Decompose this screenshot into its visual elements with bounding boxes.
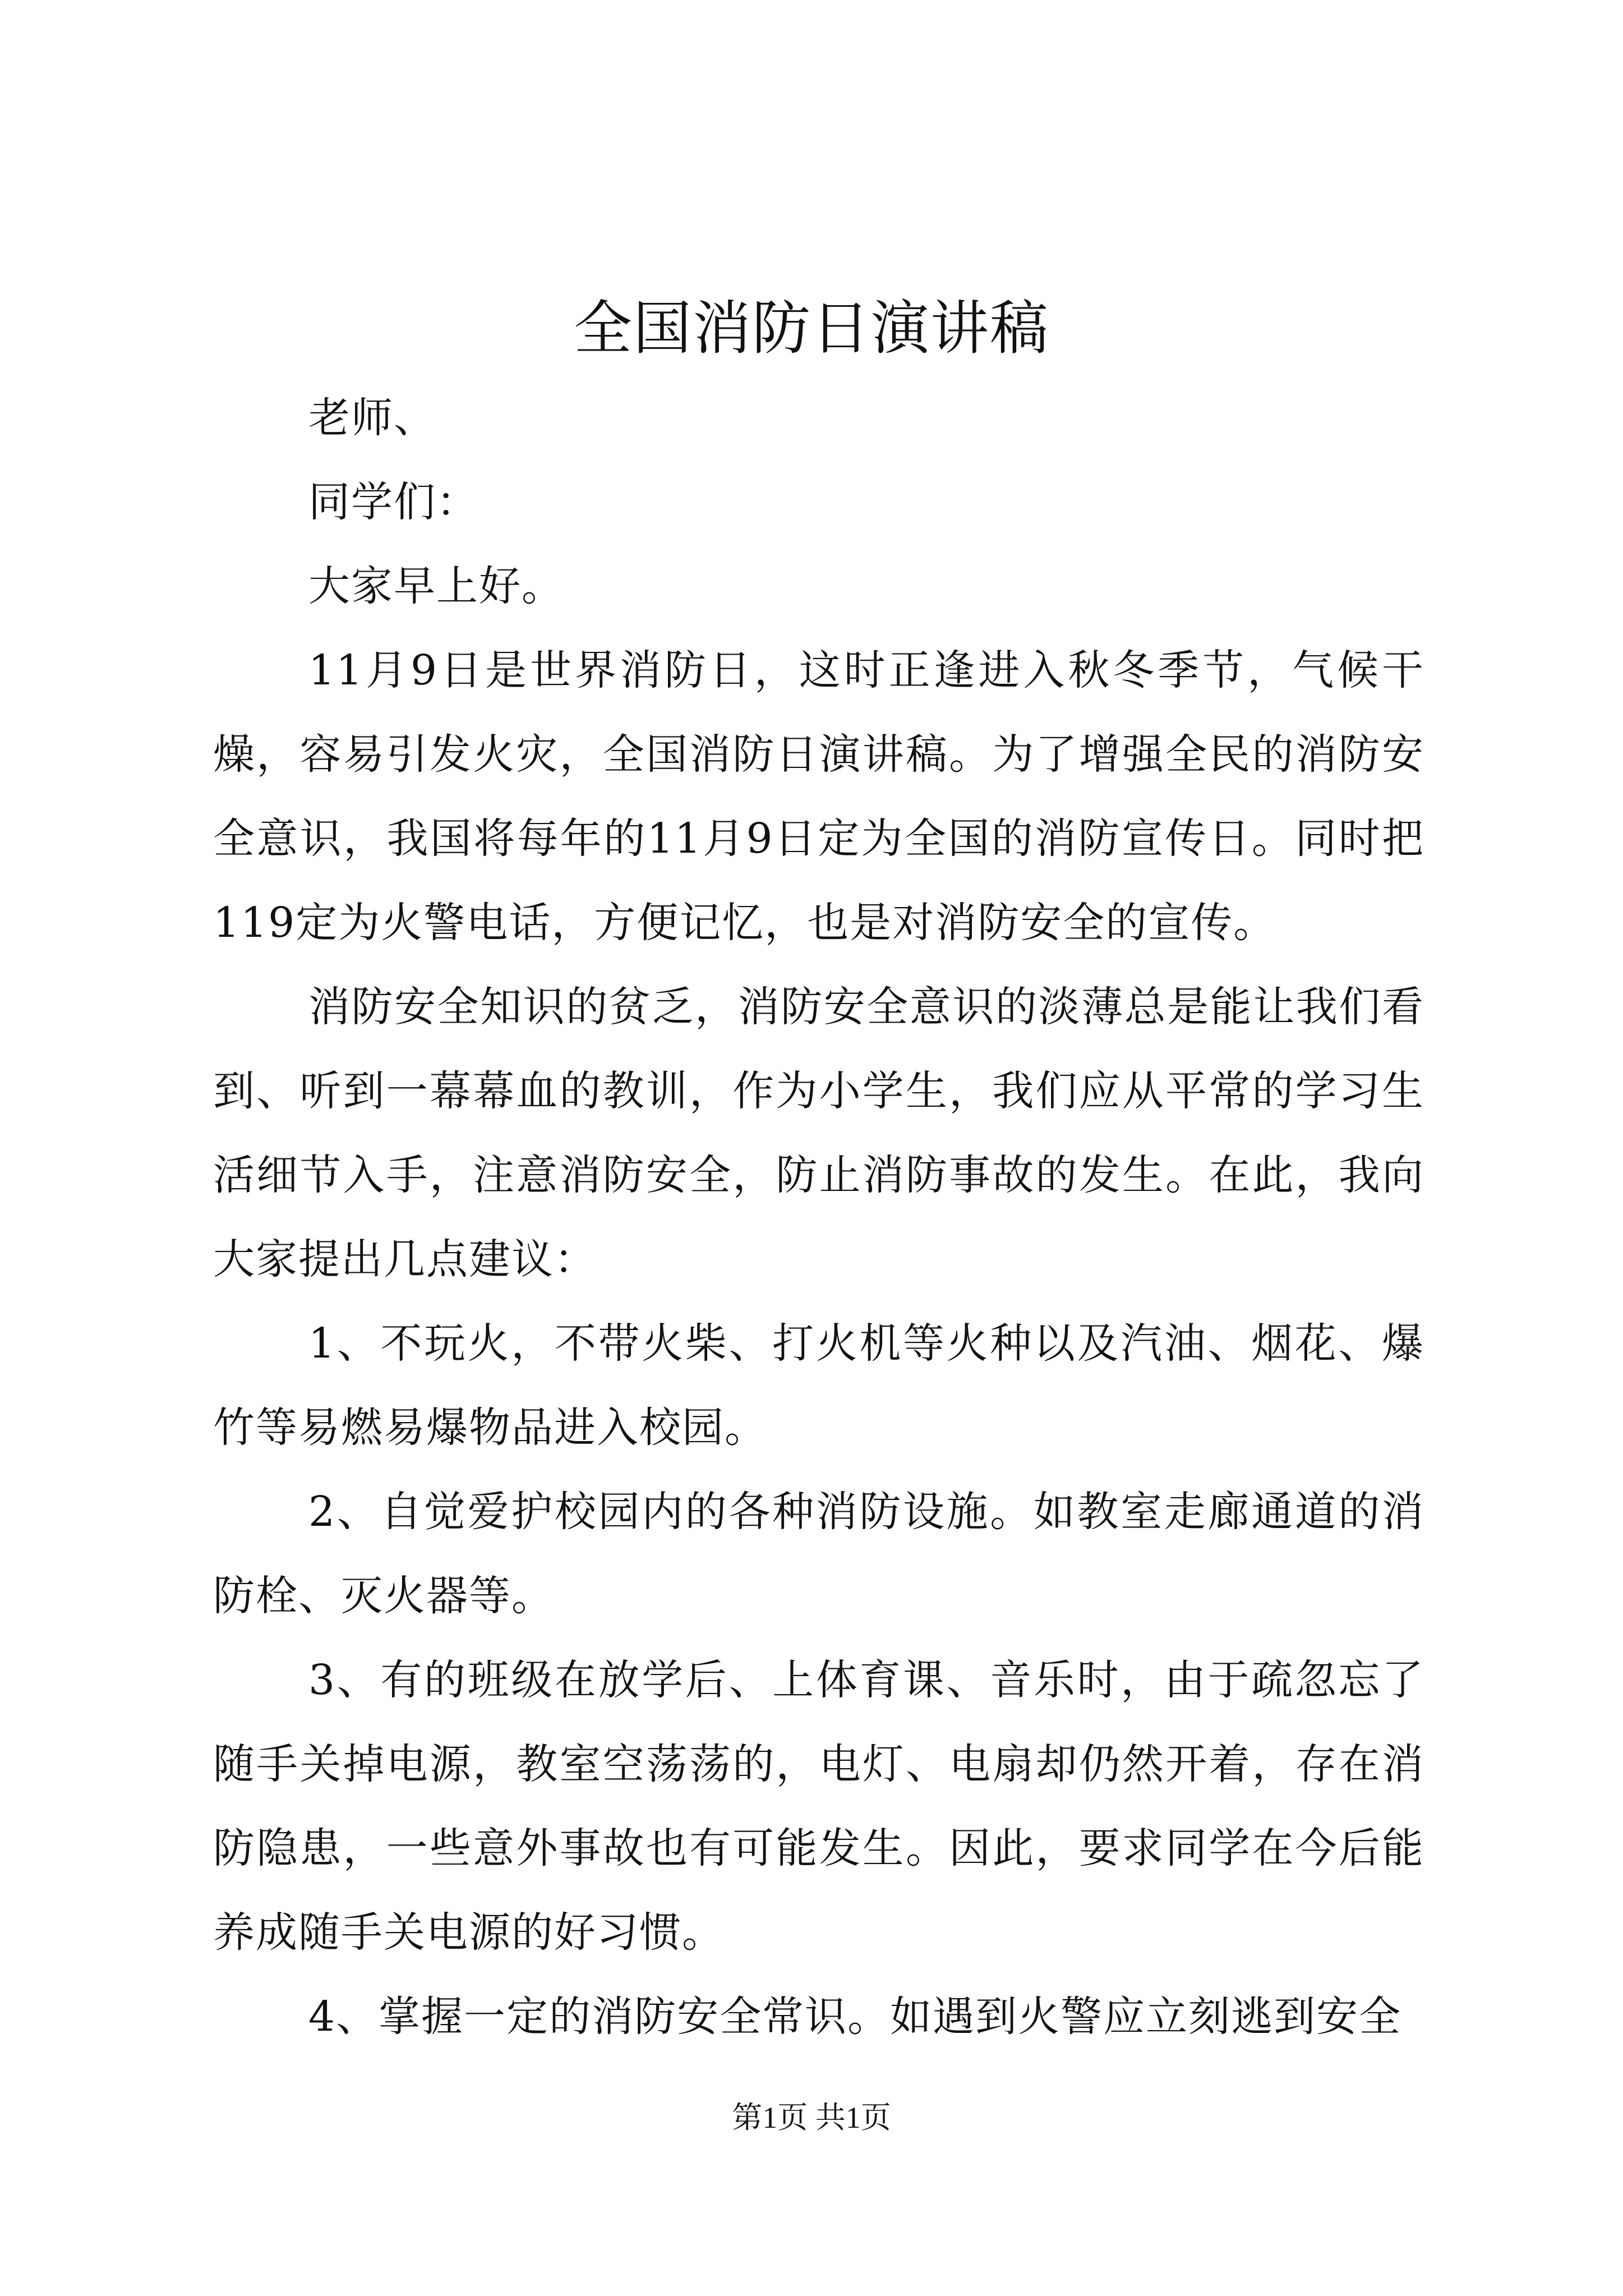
- paragraph-salutation-teachers: 老师、: [308, 394, 436, 442]
- paragraph-salutation-students: 同学们：: [308, 478, 479, 526]
- paragraph-suggestion-4: 4、掌握一定的消防安全常识。如遇到火警应立刻逃到安全: [308, 1993, 1402, 2041]
- document-title: 全国消防日演讲稿: [573, 294, 1049, 362]
- paragraph-suggestion-1: 1、不玩火，不带火柴、打火机等火种以及汽油、烟花、爆竹等易燃易爆物品进入校园。: [213, 1319, 1424, 1452]
- paragraph-suggestion-3: 3、有的班级在放学后、上体育课、音乐时，由于疏忽忘了随手关掉电源，教室空荡荡的，电灯、电扇却仍然开着，存在消防隐患，一些意外事故也有可能发生。因此，要求同学在今后能养成随手关电源的好习惯。: [213, 1656, 1424, 1957]
- paragraph-suggestion-2: 2、自觉爱护校园内的各种消防设施。如教室走廊通道的消防栓、灭火器等。: [213, 1488, 1424, 1620]
- paragraph-intro: 11月9日是世界消防日，这时正逢进入秋冬季节，气候干燥，容易引发火灾，全国消防日演讲稿。为了增强全民的消防安全意识，我国将每年的11月9日定为全国的消防宣传日。同时把119定为火警电话，方便记忆，也是对消防安全的宣传。: [213, 646, 1424, 947]
- page-footer: 第1页 共1页: [732, 2101, 891, 2134]
- paragraph-awareness: 消防安全知识的贫乏，消防安全意识的淡薄总是能让我们看到、听到一幕幕血的教训，作为小学生，我们应从平常的学习生活细节入手，注意消防安全，防止消防事故的发生。在此，我向大家提出几点建议：: [213, 983, 1424, 1283]
- paragraph-greeting: 大家早上好。: [308, 562, 564, 610]
- document-body: [213, 376, 1424, 2059]
